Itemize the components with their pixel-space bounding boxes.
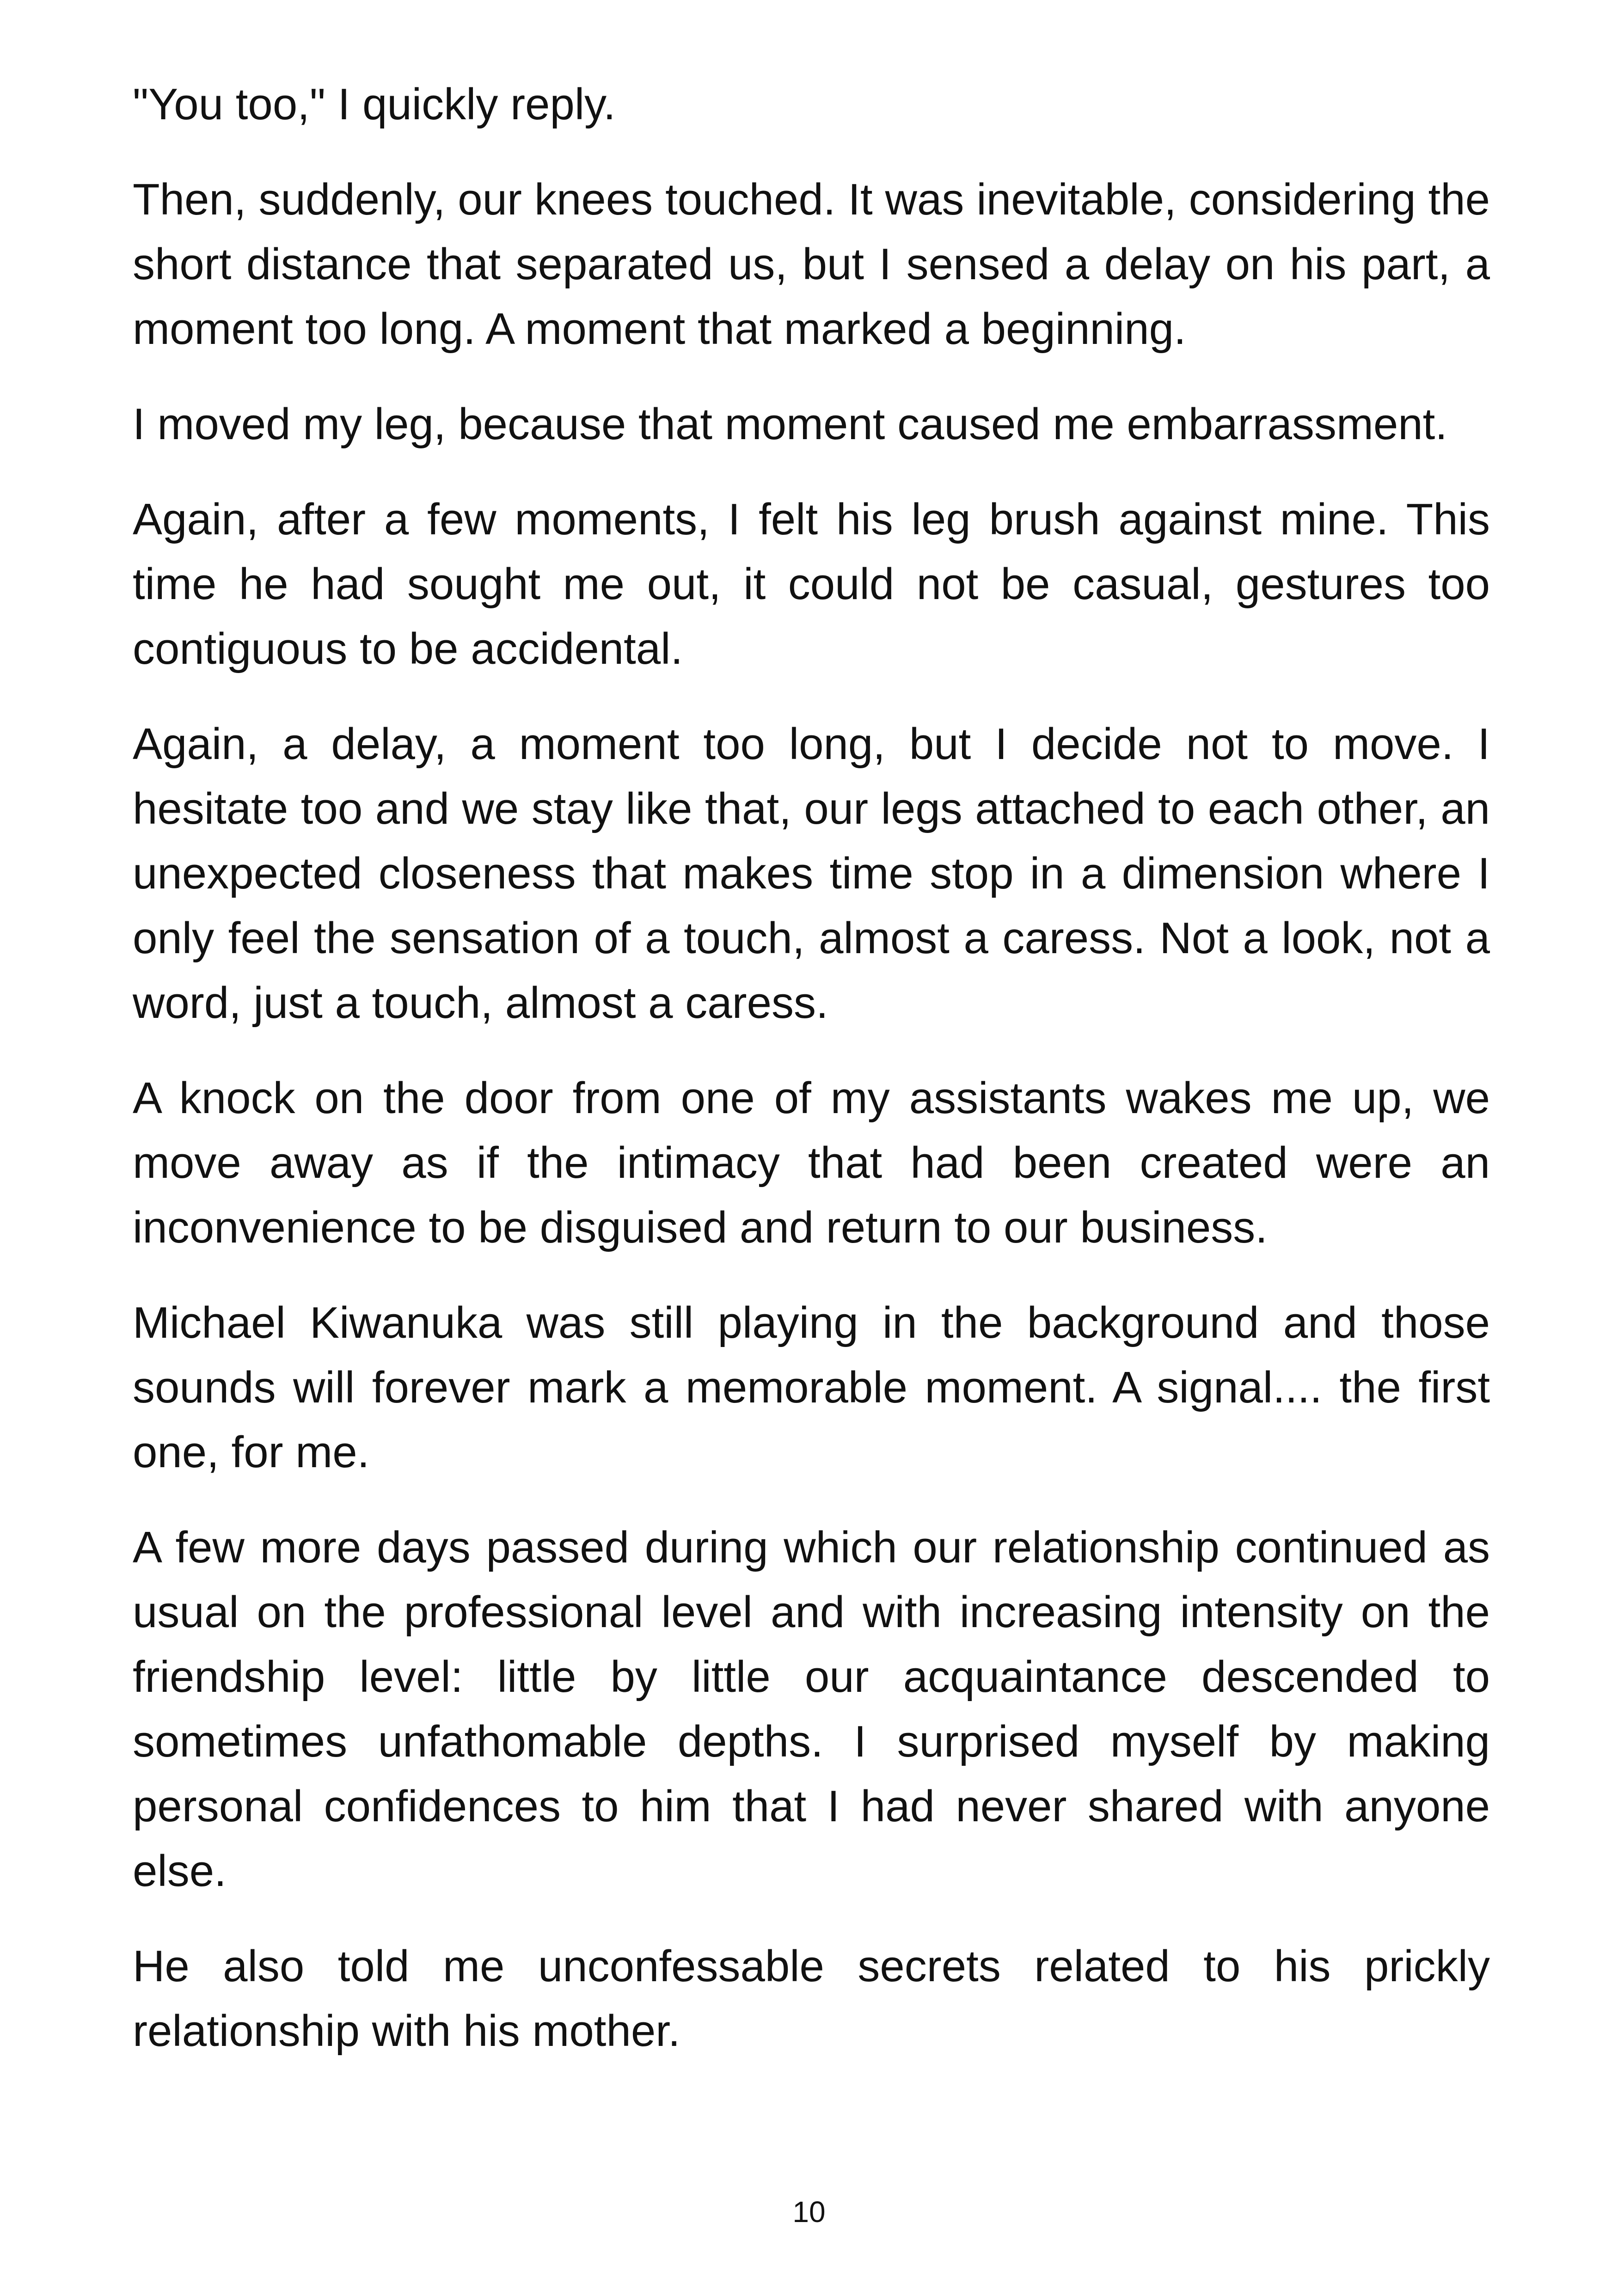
paragraph-4: Again, after a few moments, I felt his leg brush against mine. This time he had sought me out, it could not be casual, gestures too contiguous to be accidental. (133, 495, 1490, 673)
body-text (133, 72, 1490, 2094)
paragraph-1: "You too," I quickly reply. (133, 80, 616, 129)
page-number: 10 (792, 2195, 826, 2229)
paragraph-7: Michael Kiwanuka was still playing in the background and those sounds will forever mark a memorable moment. A signal.... the first one, for me. (133, 1298, 1490, 1477)
paragraph-9: He also told me unconfessable secrets related to his prickly relationship with his mother. (133, 1941, 1490, 2056)
paragraph-8: A few more days passed during which our relationship continued as usual on the professional level and with increasing intensity on the friendship level: little by little our acquaintance descended to sometimes unfathomable depths. I surprised myself by making personal confidences to him that I had never shared with anyone else. (133, 1523, 1490, 1896)
paragraph-2: Then, suddenly, our knees touched. It was inevitable, considering the short distance that separated us, but I sensed a delay on his part, a moment too long. A moment that marked a beginning. (133, 175, 1490, 354)
paragraph-3: I moved my leg, because that moment caused me embarrassment. (133, 399, 1447, 449)
paragraph-6: A knock on the door from one of my assistants wakes me up, we move away as if the intimacy that had been created were an inconvenience to be disguised and return to our business. (133, 1073, 1490, 1252)
paragraph-5: Again, a delay, a moment too long, but I decide not to move. I hesitate too and we stay like that, our legs attached to each other, an unexpected closeness that makes time stop in a dimension where I only feel the sensation of a touch, almost a caress. Not a look, not a word, just a touch, almost a caress. (133, 719, 1490, 1028)
